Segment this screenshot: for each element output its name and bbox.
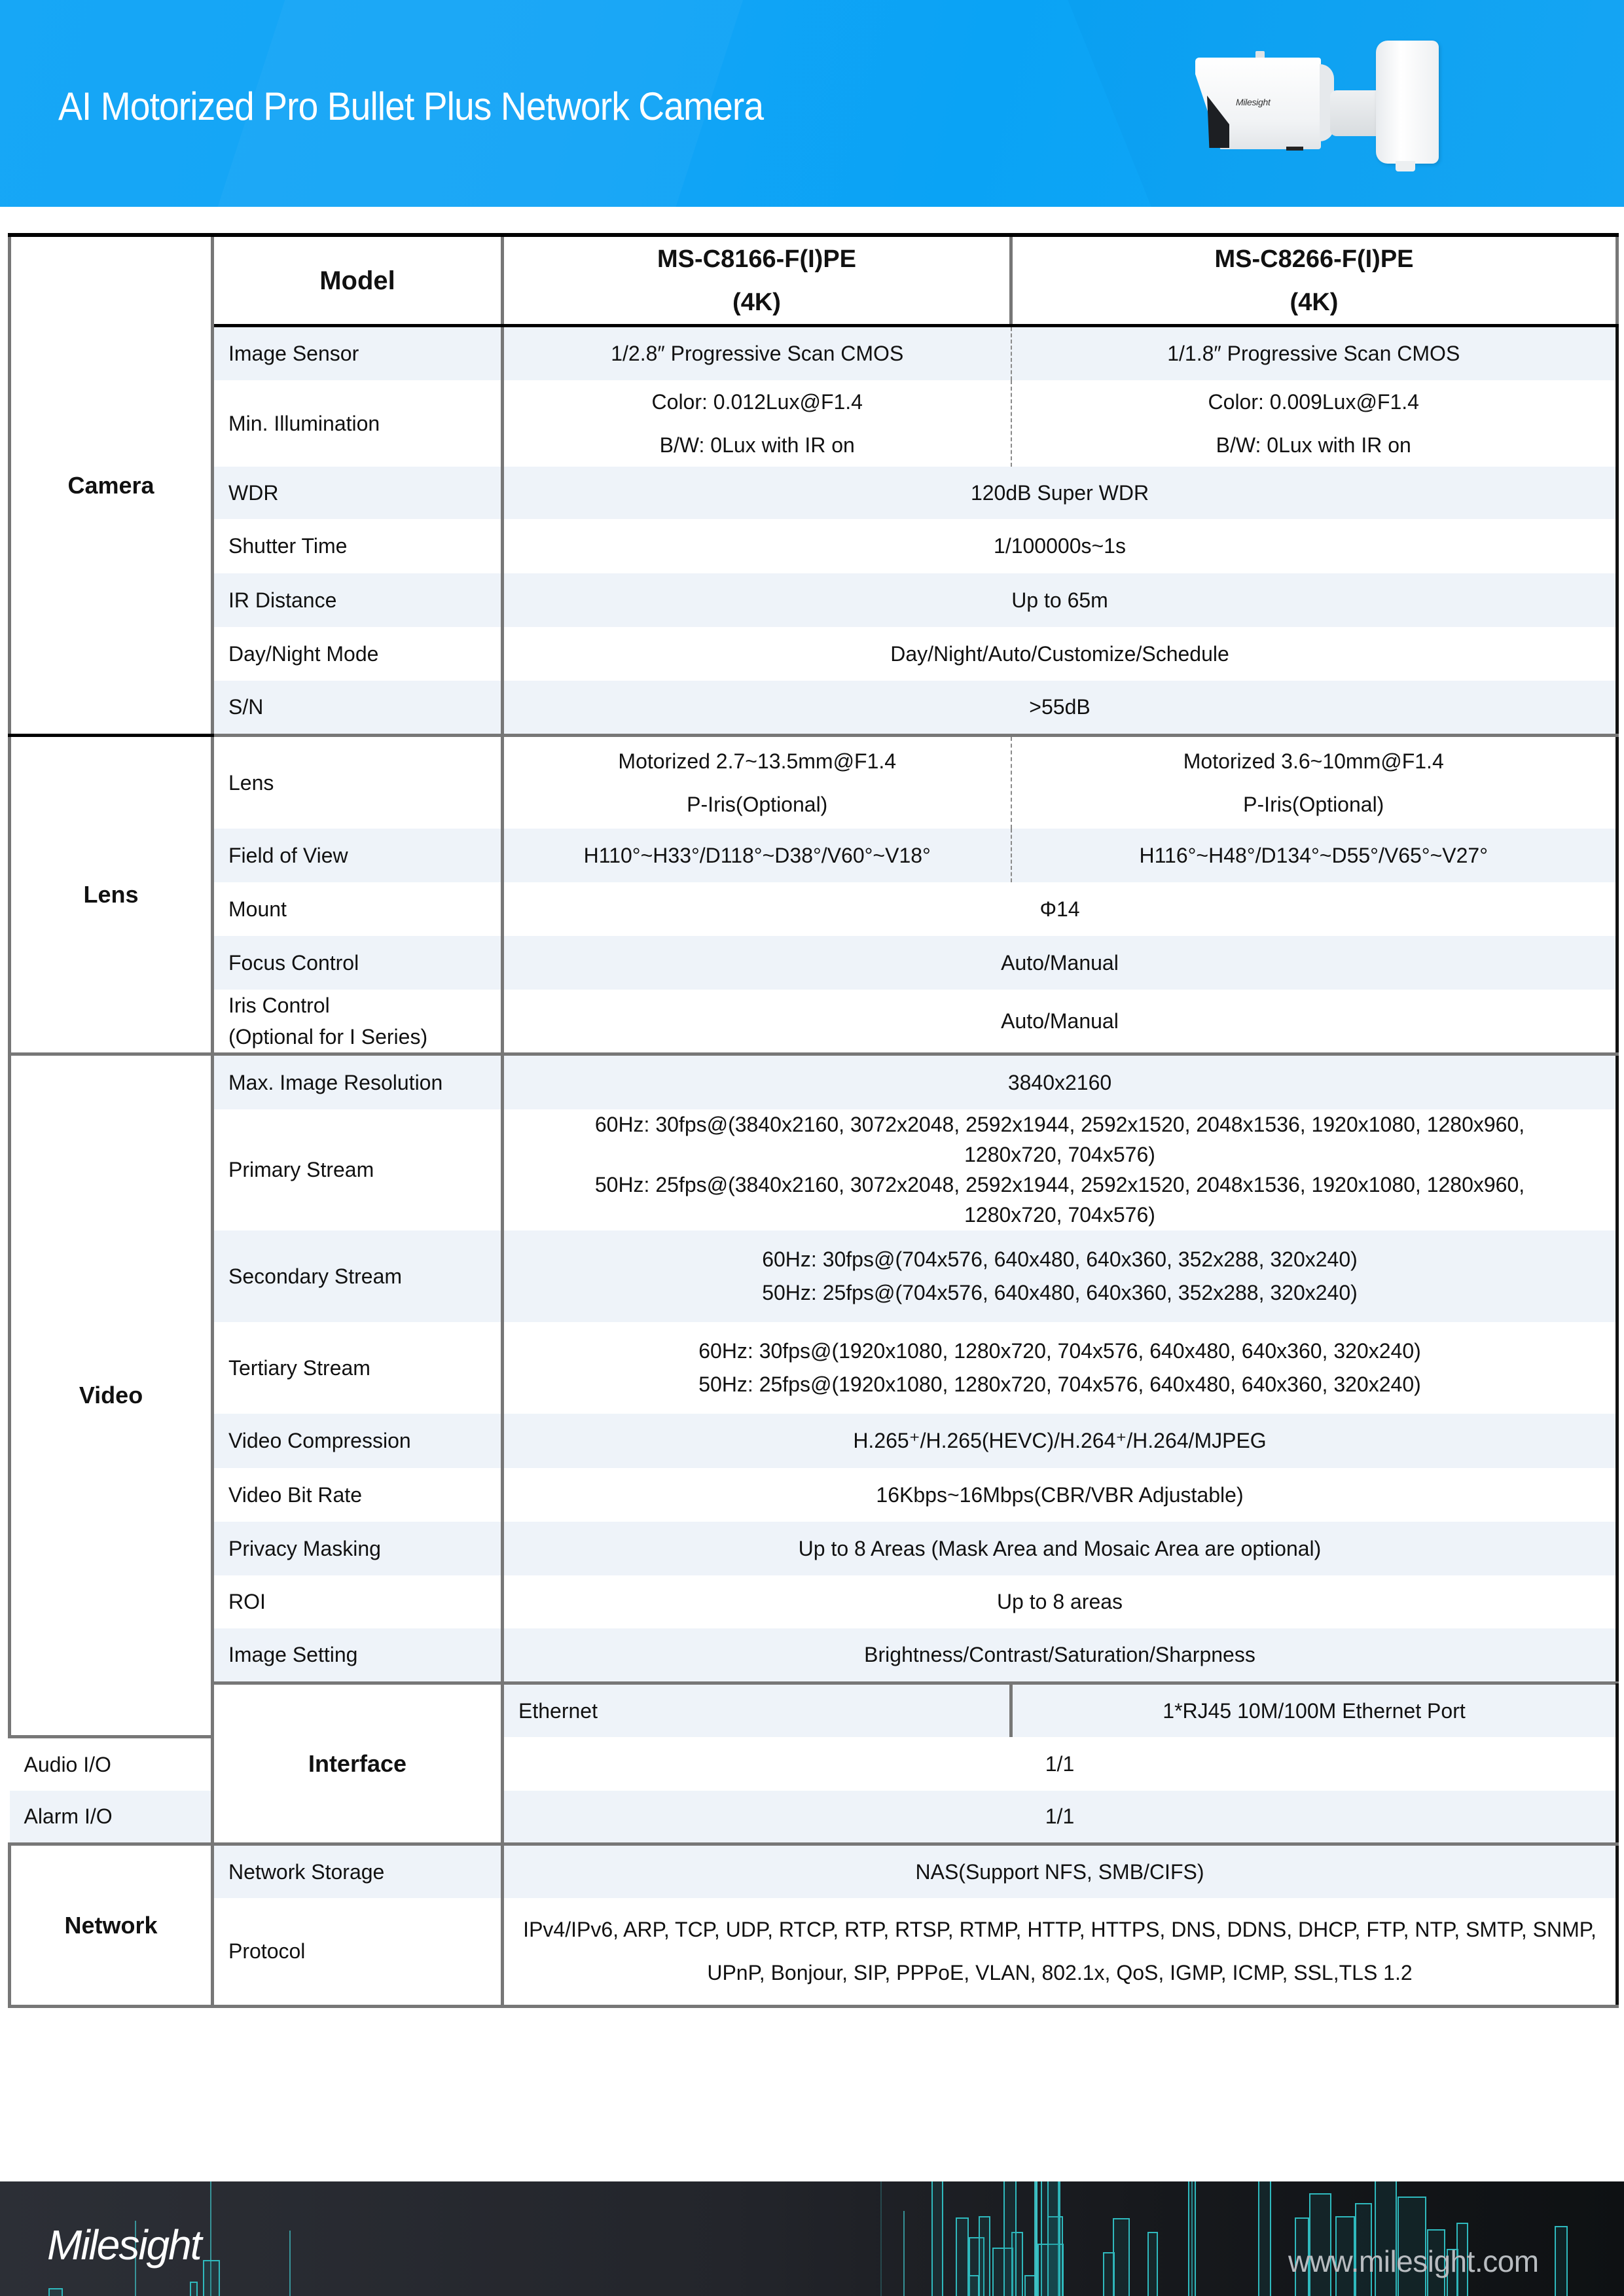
row-value: >55dB bbox=[503, 681, 1617, 736]
table-row bbox=[10, 681, 1617, 736]
skyline-building bbox=[956, 2217, 969, 2296]
value-line: B/W: 0Lux with IR on bbox=[1216, 433, 1411, 457]
skyline-building bbox=[48, 2288, 63, 2296]
row-value: H.265⁺/H.265(HEVC)/H.264⁺/H.264/MJPEG bbox=[503, 1414, 1617, 1468]
row-label: Tertiary Stream bbox=[213, 1322, 503, 1414]
row-value: Day/Night/Auto/Customize/Schedule bbox=[503, 627, 1617, 681]
row-value-model-2: H116°~H48°/D134°~D55°/V65°~V27° bbox=[1011, 829, 1617, 882]
value-line: P-Iris(Optional) bbox=[687, 792, 828, 816]
row-value-model-1: 1/2.8″ Progressive Scan CMOS bbox=[503, 326, 1011, 380]
skyline-building bbox=[190, 2282, 198, 2296]
row-value: Auto/Manual bbox=[503, 936, 1617, 990]
value-line: P-Iris(Optional) bbox=[1243, 792, 1384, 816]
skyline-building bbox=[1103, 2252, 1115, 2296]
table-row bbox=[10, 1468, 1617, 1522]
group-label-lens: Lens bbox=[10, 736, 213, 1054]
header-banner bbox=[0, 0, 1624, 207]
table-row bbox=[10, 1683, 1617, 1737]
table-row bbox=[10, 1575, 1617, 1628]
camera-strip bbox=[1286, 147, 1303, 151]
row-label: Focus Control bbox=[213, 936, 503, 990]
value-line: 60Hz: 30fps@(704x576, 640x480, 640x360, 352x288, 320x240) bbox=[762, 1247, 1358, 1271]
value-line: 50Hz: 25fps@(3840x2160, 3072x2048, 2592x1944, 2592x1520, 2048x1536, 1920x1080, 1280x960, bbox=[594, 1173, 1525, 1196]
model-1-name: MS-C8166-F(I)PE bbox=[657, 245, 857, 273]
table-row bbox=[10, 1844, 1617, 1898]
table-row bbox=[10, 1322, 1617, 1414]
row-label: Video Bit Rate bbox=[213, 1468, 503, 1522]
row-label: WDR bbox=[213, 467, 503, 519]
skyline-line bbox=[1034, 2181, 1036, 2296]
table-row bbox=[10, 1414, 1617, 1468]
row-value-model-2: 1/1.8″ Progressive Scan CMOS bbox=[1011, 326, 1617, 380]
row-value: 1*RJ45 10M/100M Ethernet Port bbox=[1011, 1683, 1617, 1737]
row-label: Secondary Stream bbox=[213, 1230, 503, 1322]
row-label: Primary Stream bbox=[213, 1109, 503, 1230]
skyline-building bbox=[1003, 2181, 1017, 2296]
model-1-header bbox=[503, 235, 1011, 326]
table-row bbox=[10, 829, 1617, 882]
row-value bbox=[503, 1322, 1617, 1414]
skyline-building bbox=[1047, 2181, 1060, 2296]
table-row bbox=[10, 627, 1617, 681]
table-row bbox=[10, 326, 1617, 380]
spec-table bbox=[8, 233, 1619, 2008]
row-value-model-1 bbox=[503, 736, 1011, 829]
value-line: 1280x720, 704x576) bbox=[964, 1143, 1155, 1166]
table-row bbox=[10, 380, 1617, 467]
row-value bbox=[503, 1230, 1617, 1322]
group-label-interface: Interface bbox=[213, 1683, 503, 1844]
value-line: Motorized 3.6~10mm@F1.4 bbox=[1183, 749, 1444, 773]
skyline-building bbox=[967, 2275, 979, 2296]
model-2-resolution: (4K) bbox=[1290, 288, 1339, 316]
row-label: Network Storage bbox=[213, 1844, 503, 1898]
table-header-row bbox=[10, 235, 1617, 326]
row-label: Image Sensor bbox=[213, 326, 503, 380]
row-value-model-2 bbox=[1011, 736, 1617, 829]
row-value: 1/100000s~1s bbox=[503, 519, 1617, 573]
skyline-line bbox=[880, 2181, 882, 2296]
row-label: Protocol bbox=[213, 1898, 503, 2007]
camera-bracket bbox=[1330, 90, 1382, 136]
table-row bbox=[10, 467, 1617, 519]
value-line: 1280x720, 704x576) bbox=[964, 1203, 1155, 1227]
row-label: Mount bbox=[213, 882, 503, 936]
row-value: Up to 65m bbox=[503, 573, 1617, 627]
table-row bbox=[10, 1522, 1617, 1575]
row-value: NAS(Support NFS, SMB/CIFS) bbox=[503, 1844, 1617, 1898]
row-label: Min. Illumination bbox=[213, 380, 503, 467]
row-label: Shutter Time bbox=[213, 519, 503, 573]
row-value bbox=[503, 1898, 1617, 2007]
row-label bbox=[213, 990, 503, 1054]
model-2-header bbox=[1011, 235, 1617, 326]
spec-sheet bbox=[8, 233, 1615, 2008]
skyline-building bbox=[1147, 2232, 1158, 2296]
row-value-model-1 bbox=[503, 380, 1011, 467]
group-label-camera: Camera bbox=[10, 235, 213, 736]
table-row bbox=[10, 1628, 1617, 1683]
camera-mount-plate bbox=[1376, 41, 1439, 164]
value-line: 60Hz: 30fps@(3840x2160, 3072x2048, 2592x1944, 2592x1520, 2048x1536, 1920x1080, 1280x960, bbox=[594, 1113, 1525, 1136]
skyline-building bbox=[1188, 2181, 1196, 2296]
row-label: Image Setting bbox=[213, 1628, 503, 1683]
footer-website-link[interactable]: www.milesight.com bbox=[1288, 2244, 1539, 2278]
row-label: Max. Image Resolution bbox=[213, 1054, 503, 1109]
footer-banner bbox=[0, 2181, 1624, 2296]
value-line: 50Hz: 25fps@(704x576, 640x480, 640x360, 352x288, 320x240) bbox=[762, 1280, 1358, 1304]
skyline-line bbox=[289, 2231, 291, 2296]
skyline-building bbox=[931, 2181, 943, 2296]
row-label: Privacy Masking bbox=[213, 1522, 503, 1575]
camera-cable-gland bbox=[1396, 161, 1415, 171]
row-value: Up to 8 areas bbox=[503, 1575, 1617, 1628]
skyline-building bbox=[979, 2216, 990, 2296]
row-label: IR Distance bbox=[213, 573, 503, 627]
row-value: 16Kbps~16Mbps(CBR/VBR Adjustable) bbox=[503, 1468, 1617, 1522]
model-2-name: MS-C8266-F(I)PE bbox=[1214, 245, 1414, 273]
model-1-resolution: (4K) bbox=[732, 288, 781, 316]
row-value-model-1: H110°~H33°/D118°~D38°/V60°~V18° bbox=[503, 829, 1011, 882]
row-label: ROI bbox=[213, 1575, 503, 1628]
row-value bbox=[503, 1109, 1617, 1230]
row-value: Φ14 bbox=[503, 882, 1617, 936]
value-line: UPnP, Bonjour, SIP, PPPoE, VLAN, 802.1x, QoS, IGMP, ICMP, SSL,TLS 1.2 bbox=[707, 1961, 1413, 1985]
row-label: S/N bbox=[213, 681, 503, 736]
row-value: 3840x2160 bbox=[503, 1054, 1617, 1109]
row-value: 120dB Super WDR bbox=[503, 467, 1617, 519]
row-value: Auto/Manual bbox=[503, 990, 1617, 1054]
row-value: 1/1 bbox=[503, 1737, 1617, 1791]
table-row bbox=[10, 1109, 1617, 1230]
skyline-building bbox=[1113, 2218, 1130, 2296]
row-label: Lens bbox=[213, 736, 503, 829]
row-label: Field of View bbox=[213, 829, 503, 882]
row-value: Up to 8 Areas (Mask Area and Mosaic Area are optional) bbox=[503, 1522, 1617, 1575]
group-label-network: Network bbox=[10, 1844, 213, 2007]
footer-logo: Milesight bbox=[47, 2221, 201, 2269]
table-row bbox=[10, 936, 1617, 990]
table-row bbox=[10, 990, 1617, 1054]
skyline-line bbox=[1036, 2181, 1038, 2296]
value-line: IPv4/IPv6, ARP, TCP, UDP, RTCP, RTP, RTSP, RTMP, HTTP, HTTPS, DNS, DDNS, DHCP, FTP, NTP, SMTP, SNMP, bbox=[523, 1918, 1597, 1942]
model-header: Model bbox=[213, 235, 503, 326]
group-label-video: Video bbox=[10, 1054, 213, 1737]
row-label: Alarm I/O bbox=[10, 1791, 213, 1844]
row-value: 1/1 bbox=[503, 1791, 1617, 1844]
table-row bbox=[10, 1230, 1617, 1322]
skyline-line bbox=[903, 2211, 905, 2296]
value-line: Motorized 2.7~13.5mm@F1.4 bbox=[618, 749, 897, 773]
value-line: 50Hz: 25fps@(1920x1080, 1280x720, 704x576, 640x480, 640x360, 320x240) bbox=[698, 1372, 1421, 1396]
value-line: 60Hz: 30fps@(1920x1080, 1280x720, 704x576, 640x480, 640x360, 320x240) bbox=[698, 1338, 1421, 1363]
table-row bbox=[10, 519, 1617, 573]
product-camera-image bbox=[1165, 39, 1558, 183]
table-row bbox=[10, 1054, 1617, 1109]
label-line: (Optional for I Series) bbox=[228, 1024, 428, 1049]
row-label: Video Compression bbox=[213, 1414, 503, 1468]
table-row bbox=[10, 882, 1617, 936]
page-title: AI Motorized Pro Bullet Plus Network Camera bbox=[58, 84, 764, 128]
skyline-building bbox=[1258, 2181, 1271, 2296]
row-label: Audio I/O bbox=[10, 1737, 213, 1791]
value-line: Color: 0.012Lux@F1.4 bbox=[651, 389, 863, 414]
value-line: B/W: 0Lux with IR on bbox=[659, 433, 855, 457]
label-line: Iris Control bbox=[228, 993, 330, 1017]
camera-brand-text: Milesight bbox=[1236, 97, 1271, 107]
row-value: Brightness/Contrast/Saturation/Sharpness bbox=[503, 1628, 1617, 1683]
row-value-model-2 bbox=[1011, 380, 1617, 467]
skyline-building bbox=[203, 2260, 220, 2296]
row-label: Ethernet bbox=[503, 1683, 1011, 1737]
value-line: Color: 0.009Lux@F1.4 bbox=[1208, 389, 1419, 414]
table-row bbox=[10, 573, 1617, 627]
table-row bbox=[10, 1898, 1617, 2007]
table-row bbox=[10, 736, 1617, 829]
row-label: Day/Night Mode bbox=[213, 627, 503, 681]
skyline-building bbox=[1555, 2226, 1568, 2296]
